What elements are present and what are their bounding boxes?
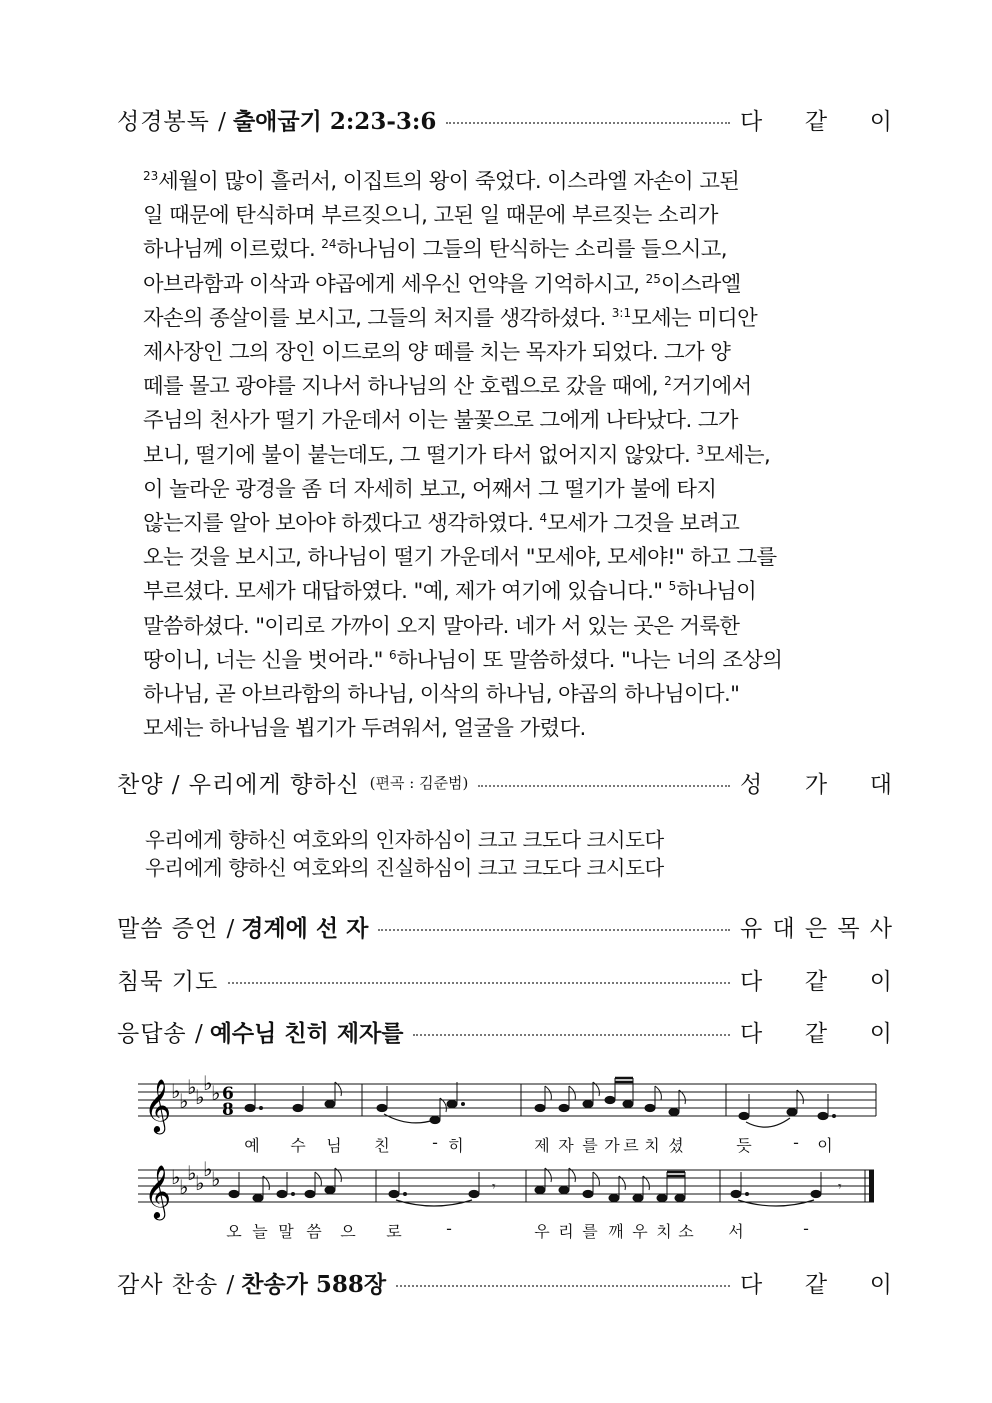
order-label: 찬양 / 우리에게 향하신: [117, 771, 360, 798]
anthem-lyrics: [145, 826, 664, 882]
response-title: 예수님 친히 제자를: [209, 1019, 404, 1047]
scripture-line: [143, 644, 865, 678]
svg-text:♭: ♭: [211, 1081, 221, 1105]
svg-text:♭: ♭: [203, 1071, 213, 1095]
order-item-sermon: [117, 906, 892, 946]
scripture-line: [143, 302, 865, 336]
final-barline: [869, 1170, 874, 1202]
verse-text: 일 때문에 탄식하며 부르짖으니, 고된 일 때문에 부르짖는 소리가: [143, 203, 718, 229]
scripture-line: [143, 473, 865, 507]
music-staff-line-2: [138, 1157, 880, 1218]
dot-leader: [228, 982, 730, 984]
eighth-rest-icon: 𝄾: [492, 1180, 496, 1195]
scripture-line: [143, 404, 865, 438]
verse-text: 제사장인 그의 장인 이드로의 양 떼를 치는 목자가 되었다. 그가 양: [143, 340, 731, 366]
score-lyrics-line-1: 예 수 님 친 - 히 제 자 를 가 르 치 셨 듯 - 이: [244, 1133, 833, 1155]
order-label: 감사 찬송 /: [117, 1271, 236, 1298]
verse-number: 5: [668, 579, 677, 594]
score-lyrics-line-2: 오 늘 말 씀 으 로 - 우 리 를 깨 우 치 소 서 -: [226, 1219, 809, 1241]
dot-leader: [446, 122, 730, 124]
anthem-lyric-line: 우리에게 향하신 여호와의 진실하심이 크고 크도다 크시도다: [145, 856, 664, 880]
verse-text: 하나님이: [676, 579, 757, 605]
eighth-rest-icon: 𝄾: [838, 1180, 842, 1195]
verse-text: 모세가 그것을 보려고: [547, 511, 740, 537]
svg-text:♭: ♭: [211, 1167, 221, 1191]
svg-text:♭: ♭: [171, 1165, 181, 1189]
verse-text: 말씀하셨다. "이리로 가까이 오지 말아라. 네가 서 있는 곳은 거룩한: [143, 613, 740, 639]
verse-text: 하나님, 곧 아브라함의 하나님, 이삭의 하나님, 야곱의 하나님이다.": [143, 682, 740, 708]
svg-text:♭: ♭: [195, 1171, 205, 1195]
verse-text: 자손의 종살이를 보시고, 그들의 처지를 생각하셨다.: [143, 305, 612, 331]
svg-text:♭: ♭: [187, 1161, 197, 1185]
scripture-reference: 출애굽기 2:23-3:6: [232, 107, 437, 135]
scripture-line: [143, 678, 865, 712]
verse-text: 이스라엘: [660, 271, 741, 297]
verse-text: 이 놀라운 광경을 좀 더 자세히 보고, 어째서 그 떨기가 불에 타지: [143, 476, 717, 502]
scripture-line: [143, 165, 865, 199]
leader-name: 성 가 대: [740, 771, 892, 798]
order-label: 침묵 기도: [117, 968, 219, 995]
order-item-scripture-reading: [117, 99, 892, 139]
verse-number: 2: [664, 374, 672, 389]
treble-clef-icon: 𝄞: [144, 1164, 172, 1218]
order-item-silent-prayer: [117, 959, 892, 999]
order-label: 말씀 증언 /: [117, 915, 236, 942]
verse-number: 25: [645, 271, 661, 286]
verse-text: 떼를 몰고 광야를 지나서 하나님의 산 호렙으로 갔을 때에,: [143, 374, 665, 400]
scripture-line: [143, 199, 865, 233]
verse-number: 3: [696, 442, 705, 457]
scripture-line: [143, 370, 865, 404]
anthem-lyric-line: 우리에게 향하신 여호와의 인자하심이 크고 크도다 크시도다: [145, 828, 664, 852]
sermon-title: 경계에 선 자: [241, 915, 369, 942]
scripture-line: [143, 507, 865, 541]
order-item-closing-hymn: [117, 1262, 892, 1302]
dot-leader: [478, 785, 730, 787]
verse-text: 아브라함과 이삭과 야곱에게 세우신 언약을 기억하시고,: [143, 271, 646, 297]
scripture-line: [143, 712, 865, 746]
verse-number: 3:1: [611, 305, 632, 320]
order-label: 성경봉독 /: [117, 108, 227, 135]
leader-name: 다 같 이: [740, 108, 892, 135]
verse-text: 거기에서: [671, 374, 752, 400]
leader-name: 유 대 은 목 사: [740, 915, 892, 942]
scripture-line: [143, 439, 865, 473]
verse-text: 모세는,: [704, 442, 771, 468]
verse-number: 4: [539, 511, 548, 526]
staff-notation: [138, 1157, 880, 1218]
verse-text: 하나님이 그들의 탄식하는 소리를 들으시고,: [336, 237, 727, 263]
verse-text: 모세는 하나님을 뵙기가 두려워서, 얼굴을 가렸다.: [143, 716, 586, 742]
order-item-response-song: [117, 1011, 892, 1051]
key-signature-flats: [171, 1071, 220, 1113]
verse-text: 않는지를 알아 보아야 하겠다고 생각하였다.: [143, 511, 540, 537]
arranger-note: (편곡 : 김준범): [369, 773, 469, 792]
verse-text: 땅이니, 너는 신을 벗어라.": [143, 647, 389, 673]
verse-text: 세월이 많이 흘러서, 이집트의 왕이 죽었다. 이스라엘 자손이 고된: [158, 169, 740, 194]
verse-text: 하나님께 이르렀다.: [143, 237, 322, 263]
leader-name: 다 같 이: [740, 1020, 892, 1047]
staff-notation: [138, 1071, 880, 1132]
leader-name: 다 같 이: [740, 1271, 892, 1298]
svg-text:♭: ♭: [203, 1157, 213, 1181]
order-label: 응답송 /: [117, 1020, 204, 1047]
dot-leader: [413, 1034, 730, 1036]
dot-leader: [378, 929, 730, 931]
notes: [245, 1078, 836, 1127]
svg-text:♭: ♭: [179, 1089, 189, 1113]
hymn-number: 찬송가 588장: [241, 1270, 387, 1298]
scripture-text: [143, 165, 865, 746]
scripture-line: [143, 268, 865, 302]
verse-text: 오는 것을 보시고, 하나님이 떨기 가운데서 "모세야, 모세야!" 하고 그를: [143, 545, 777, 571]
notes: [229, 1168, 842, 1206]
scripture-line: [143, 610, 865, 644]
leader-name: 다 같 이: [740, 968, 892, 995]
svg-text:♭: ♭: [187, 1075, 197, 1099]
svg-text:♭: ♭: [179, 1175, 189, 1199]
treble-clef-icon: 𝄞: [144, 1078, 172, 1132]
scripture-line: [143, 336, 865, 370]
verse-text: 보니, 떨기에 불이 붙는데도, 그 떨기가 타서 없어지지 않았다.: [143, 442, 697, 468]
scripture-line: [143, 233, 865, 267]
verse-text: 부르셨다. 모세가 대답하였다. "예, 제가 여기에 있습니다.": [143, 579, 669, 605]
svg-text:6: 6: [222, 1084, 234, 1104]
svg-text:♭: ♭: [195, 1085, 205, 1109]
verse-text: 주님의 천사가 떨기 가운데서 이는 불꽃으로 그에게 나타났다. 그가: [143, 408, 738, 434]
svg-text:♭: ♭: [171, 1079, 181, 1103]
scripture-line: [143, 575, 865, 609]
order-item-anthem: [117, 762, 892, 802]
music-staff-line-1: [138, 1071, 880, 1132]
verse-number: 23: [143, 169, 159, 183]
dot-leader: [396, 1285, 730, 1287]
verse-number: 6: [388, 647, 397, 662]
time-signature: [222, 1084, 234, 1120]
key-signature-flats: [171, 1157, 220, 1199]
verse-text: 하나님이 또 말씀하셨다. "나는 너의 조상의: [396, 647, 783, 673]
verse-number: 24: [321, 237, 337, 252]
verse-text: 모세는 미디안: [631, 305, 758, 331]
svg-text:8: 8: [222, 1100, 234, 1120]
scripture-line: [143, 541, 865, 575]
